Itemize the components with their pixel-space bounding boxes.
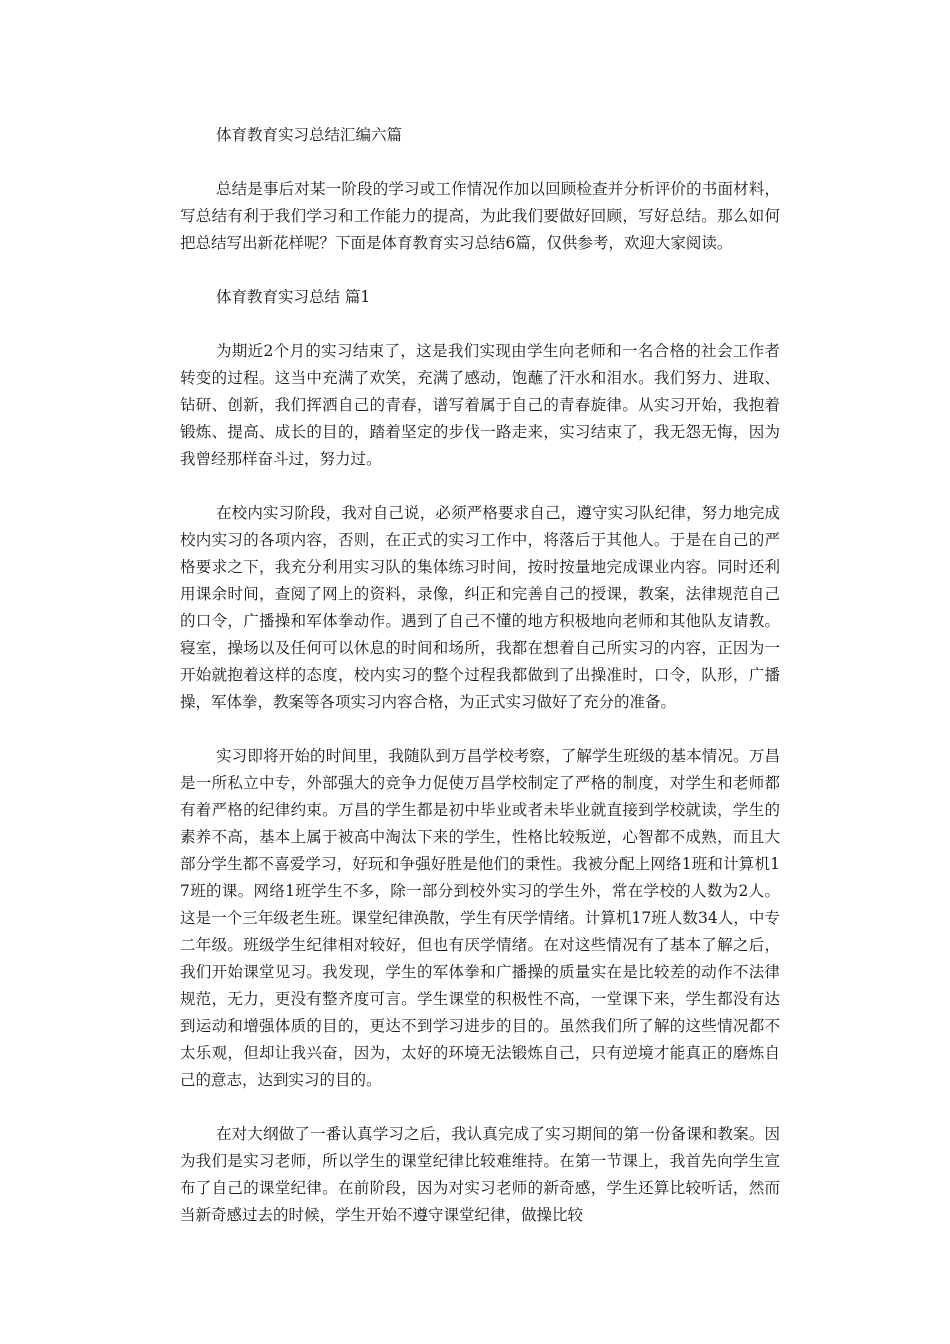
section-heading: 体育教育实习总结 篇1 [216,288,371,306]
document-body [180,122,780,1229]
document-title: 体育教育实习总结汇编六篇 [216,126,403,144]
body-paragraph: 实习即将开始的时间里，我随队到万昌学校考察，了解学生班级的基本情况。万昌是一所私立中专，外部强大的竞争力促使万昌学校制定了严格的制度，对学生和老师都有着严格的纪律约束。万昌的学生都是初中毕业或者未毕业就直接到学校就读，学生的素养不高，基本上属于被高中淘汰下来的学生，性格比较叛逆，心智都不成熟，而且大部分学生都不喜爱学习，好玩和争强好胜是他们的秉性。我被分配上网络1班和计算机17班的课。网络1班学生不多，除一部分到校外实习的学生外，常在学校的人数为2人。这是一个三年级老生班。课堂纪律涣散，学生有厌学情绪。计算机17班人数34人，中专二年级。班级学生纪律相对较好，但也有厌学情绪。在对这些情况有了基本了解之后，我们开始课堂见习。我发现，学生的军体拳和广播操的质量实在是比较差的动作不法律规范，无力，更没有整齐度可言。学生课堂的积极性不高，一堂课下来，学生都没有达到运动和增强体质的目的，更达不到学习进步的目的。虽然我们所了解的这些情况都不太乐观，但却让我兴奋，因为，太好的环境无法锻炼自己，只有逆境才能真正的磨炼自己的意志，达到实习的目的。 [180,747,780,1089]
body-paragraph: 在对大纲做了一番认真学习之后，我认真完成了实习期间的第一份备课和教案。因为我们是实习老师，所以学生的课堂纪律比较难维持。在第一节课上，我首先向学生宣布了自己的课堂纪律。在前阶段，因为对实习老师的新奇感，学生还算比较听话，然而当新奇感过去的时候，学生开始不遵守课堂纪律，做操比较 [180,1125,780,1224]
body-paragraph: 为期近2个月的实习结束了，这是我们实现由学生向老师和一名合格的社会工作者转变的过程。这当中充满了欢笑，充满了感动，饱蘸了汗水和泪水。我们努力、进取、钻研、创新，我们挥洒自己的青春，谱写着属于自己的青春旋律。从实习开始，我抱着锻炼、提高、成长的目的，踏着坚定的步伐一路走来，实习结束了，我无怨无悔，因为我曾经那样奋斗过，努力过。 [180,342,780,468]
intro-paragraph: 总结是事后对某一阶段的学习或工作情况作加以回顾检查并分析评价的书面材料，写总结有利于我们学习和工作能力的提高，为此我们要做好回顾，写好总结。那么如何把总结写出新花样呢？下面是体育教育实习总结6篇，仅供参考，欢迎大家阅读。 [180,180,780,252]
body-paragraph: 在校内实习阶段，我对自己说，必须严格要求自己，遵守实习队纪律，努力地完成校内实习的各项内容，否则，在正式的实习工作中，将落后于其他人。于是在自己的严格要求之下，我充分利用实习队的集体练习时间，按时按量地完成课业内容。同时还利用课余时间，查阅了网上的资料，录像，纠正和完善自己的授课，教案，法律规范自己的口令，广播操和军体拳动作。遇到了自己不懂的地方积极地向老师和其他队友请教。寝室，操场以及任何可以休息的时间和场所，我都在想着自己所实习的内容，正因为一开始就抱着这样的态度，校内实习的整个过程我都做到了出操准时，口令，队形，广播操，军体拳，教案等各项实习内容合格，为正式实习做好了充分的准备。 [180,504,780,711]
